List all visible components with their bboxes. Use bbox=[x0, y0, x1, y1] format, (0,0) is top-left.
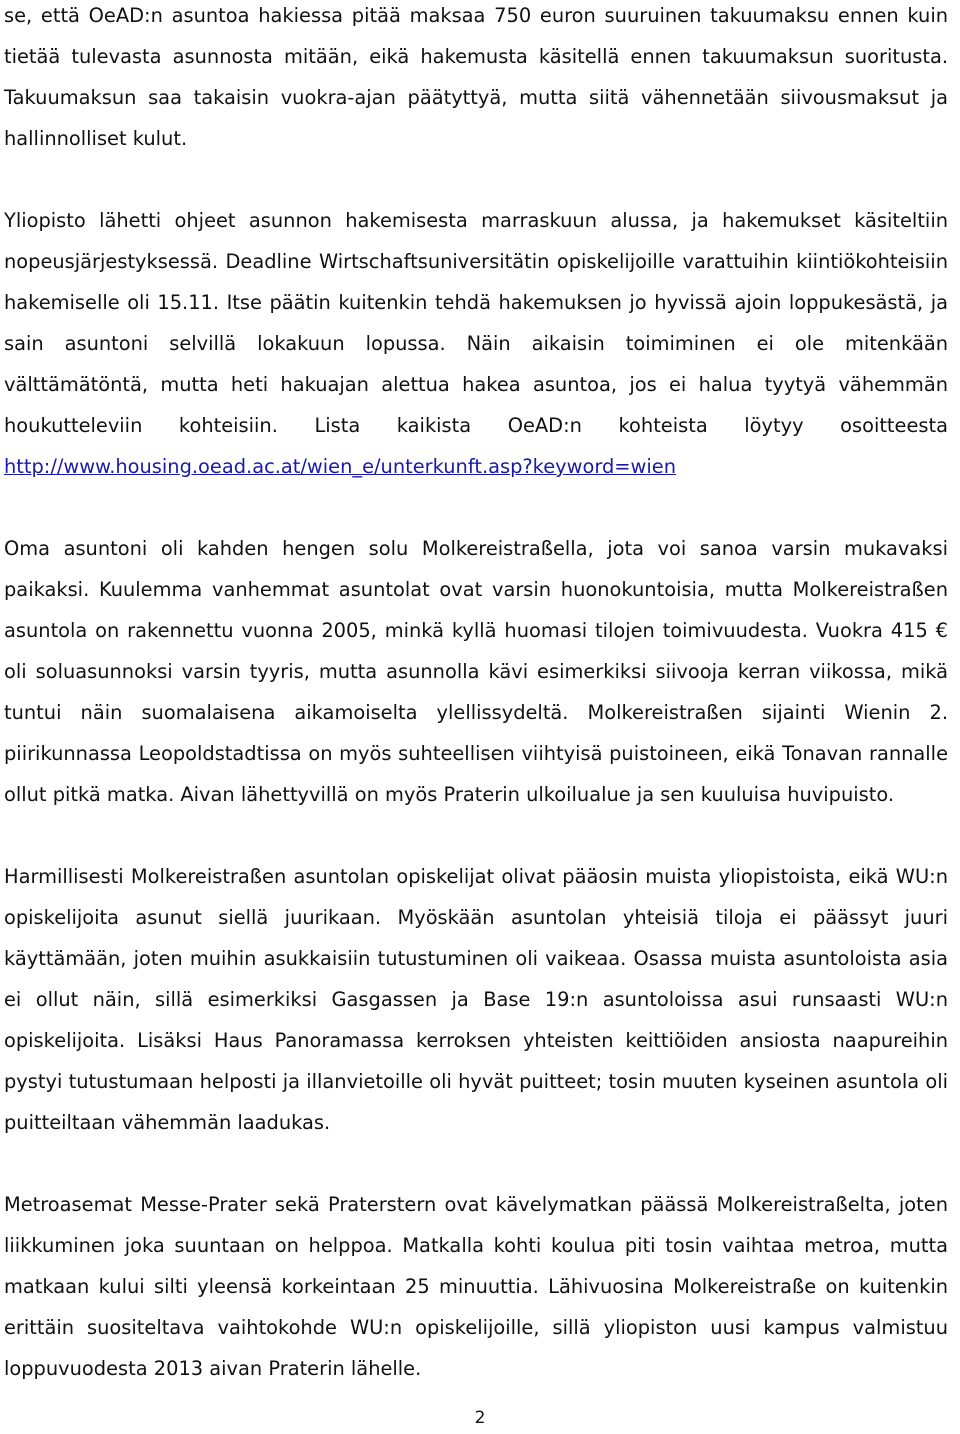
paragraph-application-text: Yliopisto lähetti ohjeet asunnon hakemisesta marraskuun alussa, ja hakemukset käsiteltiin nopeusjärjestyksessä. Deadline Wirtschaftsuniversitätin opiskelijoille varattuihin kiintiökohteisiin hakemiselle oli 15.11. Itse päätin kuitenkin tehdä hakemuksen jo hyvissä ajoin loppukesästä, ja sain asuntoni selvillä lokakuun lopussa. Näin aikaisin toimiminen ei ole mitenkään välttämätöntä, mutta heti hakuajan alettua hakea asuntoa, jos ei halua tyytyä vähemmän houkutteleviin kohteisiin. Lista kaikista OeAD:n kohteista löytyy osoitteesta bbox=[4, 209, 948, 437]
paragraph-application bbox=[4, 200, 948, 487]
paragraph-apartment: Oma asuntoni oli kahden hengen solu Molkereistraßella, jota voi sanoa varsin mukavaksi paikaksi. Kuulemma vanhemmat asuntolat ovat varsin huonokuntoisia, mutta Molkereistraßen asuntola on rakennettu vuonna 2005, minkä kyllä huomasi tilojen toimivuudesta. Vuokra 415 € oli soluasunnoksi varsin tyyris, mutta asunnolla kävi esimerkiksi siivooja kerran viikossa, mikä tuntui näin suomalaisena aikamoiselta ylellissydeltä. Molkereistraßen sijainti Wienin 2. piirikunnassa Leopoldstadtissa on myös suhteellisen viihtyisä puistoineen, eikä Tonavan rannalle ollut pitkä matka. Aivan lähettyvillä on myös Praterin ulkoilualue ja sen kuuluisa huvipuisto. bbox=[4, 537, 948, 806]
paragraph-residents: Harmillisesti Molkereistraßen asuntolan opiskelijat olivat pääosin muista yliopistoista, eikä WU:n opiskelijoita asunut siellä juurikaan. Myöskään asuntolan yhteisiä tiloja ei päässyt juuri käyttämään, joten muihin asukkaisiin tutustuminen oli vaikeaa. Osassa muista asuntoloista asia ei ollut näin, sillä esimerkiksi Gasgassen ja Base 19:n asuntoloissa asui runsaasti WU:n opiskelijoita. Lisäksi Haus Panoramassa kerroksen yhteisten keittiöiden ansiosta naapureihin pystyi tutustumaan helposti ja illanvietoille oli hyvät puitteet; tosin muuten kyseinen asuntola oli puitteiltaan vähemmän laadukas. bbox=[4, 865, 948, 1134]
housing-link[interactable]: http://www.housing.oead.ac.at/wien_e/unterkunft.asp?keyword=wien bbox=[4, 455, 677, 478]
paragraph-deposit: se, että OeAD:n asuntoa hakiessa pitää maksaa 750 euron suuruinen takuumaksu ennen kuin tietää tulevasta asunnosta mitään, eikä hakemusta käsitellä ennen takuumaksun suoritusta. Takuumaksun saa takaisin vuokra-ajan päätyttyä, mutta siitä vähennetään siivousmaksut ja hallinnolliset kulut. bbox=[4, 4, 948, 150]
document-body bbox=[4, 0, 948, 1389]
paragraph-transport: Metroasemat Messe-Prater sekä Praterstern ovat kävelymatkan päässä Molkereistraßelta, joten liikkuminen joka suuntaan on helppoa. Matkalla kohti koulua piti tosin vaihtaa metroa, mutta matkaan kului silti yleensä korkeintaan 25 minuuttia. Lähivuosina Molkereistraße on kuitenkin erittäin suositeltava vaihtokohde WU:n opiskelijoille, sillä yliopiston uusi kampus valmistuu loppuvuodesta 2013 aivan Praterin lähelle. bbox=[4, 1193, 948, 1380]
page-number: 2 bbox=[474, 1408, 486, 1428]
